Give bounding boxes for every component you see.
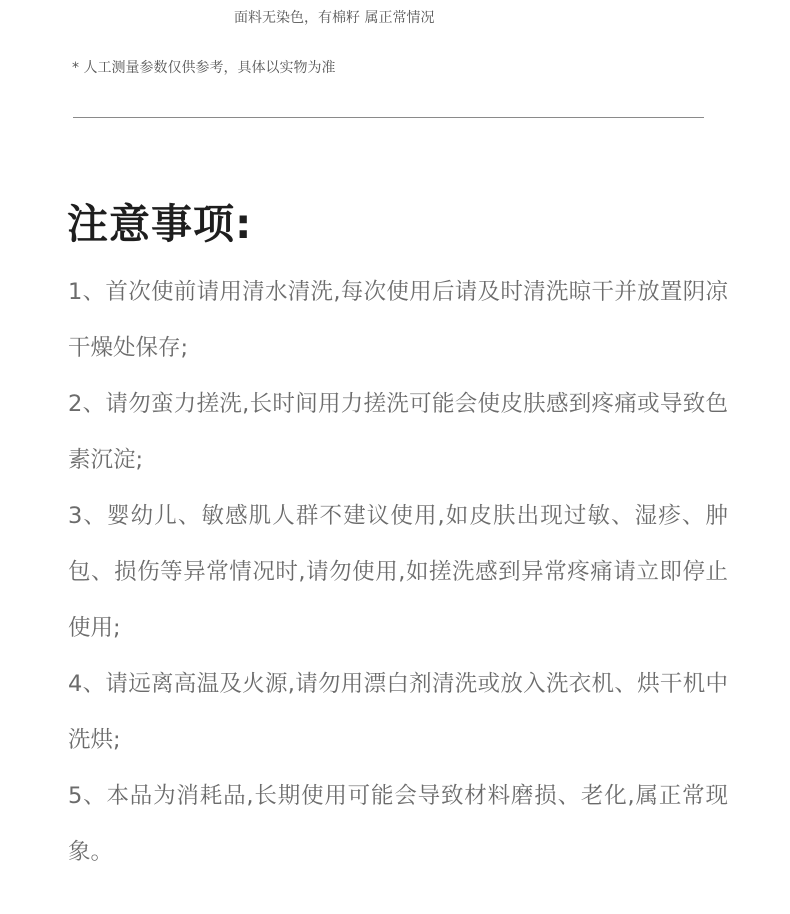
measurement-disclaimer: * 人工测量参数仅供参考，具体以实物为准 xyxy=(72,60,336,76)
precaution-item-4: 4、请远离高温及火源,请勿用漂白剂清洗或放入洗衣机、烘干机中洗烘; xyxy=(68,671,728,753)
precautions-heading: 注意事项: xyxy=(67,200,253,248)
section-divider xyxy=(73,117,704,118)
precaution-item-1: 1、首次使前请用清水清洗,每次使用后请及时清洗晾干并放置阴凉干燥处保存; xyxy=(68,279,728,361)
precautions-list xyxy=(68,264,728,880)
precaution-item-3: 3、婴幼儿、敏感肌人群不建议使用,如皮肤出现过敏、湿疹、肿包、损伤等异常情况时,请勿使用,如搓洗感到异常疼痛请立即停止使用; xyxy=(68,503,728,641)
precaution-item-2: 2、请勿蛮力搓洗,长时间用力搓洗可能会使皮肤感到疼痛或导致色素沉淀; xyxy=(68,391,728,473)
precaution-item-5: 5、本品为消耗品,长期使用可能会导致材料磨损、老化,属正常现象。 xyxy=(68,783,728,865)
fabric-note: 面料无染色，有棉籽 属正常情况 xyxy=(234,10,435,26)
